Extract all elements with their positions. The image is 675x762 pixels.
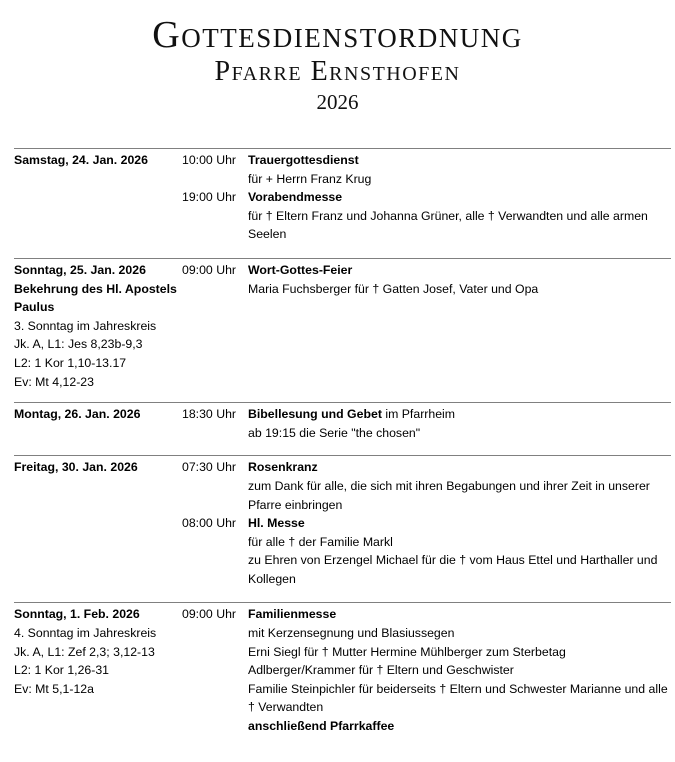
service-title: Trauergottesdienst bbox=[248, 153, 359, 167]
service-title: Familienmesse bbox=[248, 607, 337, 622]
service-note: anschließend Pfarrkaffee bbox=[248, 719, 395, 734]
service-details bbox=[248, 458, 671, 514]
service-intention: zu Ehren von Erzengel Michael für die † vom Haus Ettel und Harthaller und Kollegen bbox=[248, 553, 658, 586]
service-intention: für + Herrn Franz Krug bbox=[248, 171, 372, 186]
service-time: 19:00 Uhr bbox=[182, 190, 237, 205]
entry-services bbox=[182, 605, 671, 735]
liturgy-info: Ev: Mt 5,1-12a bbox=[14, 681, 94, 696]
liturgy-info: 3. Sonntag im Jahreskreis bbox=[14, 318, 157, 333]
entry-date-column bbox=[14, 605, 182, 735]
service-intention: zum Dank für alle, die sich mit ihren Begabungen und ihrer Zeit in unserer Pfarre einbringen bbox=[248, 478, 650, 512]
service bbox=[182, 188, 671, 244]
service-title: Rosenkranz bbox=[248, 460, 318, 475]
service-intention: für † Eltern Franz und Johanna Grüner, alle † Verwandten und alle armen Seelen bbox=[248, 208, 648, 242]
service-title: Vorabendmesse bbox=[248, 190, 343, 205]
service-details bbox=[248, 261, 671, 298]
schedule-list bbox=[14, 148, 671, 736]
service bbox=[182, 405, 671, 442]
liturgy-info: L2: 1 Kor 1,10-13.17 bbox=[14, 355, 127, 370]
entry-services bbox=[182, 405, 671, 442]
liturgy-info: Jk. A, L1: Zef 2,3; 3,12-13 bbox=[14, 644, 155, 659]
service-time: 07:30 Uhr bbox=[182, 460, 237, 475]
service-time: 08:00 Uhr bbox=[182, 516, 237, 531]
service-title-line bbox=[248, 151, 671, 170]
service bbox=[182, 605, 671, 735]
entry-date-column bbox=[14, 151, 182, 244]
service-details bbox=[248, 605, 671, 735]
service-title-line bbox=[248, 261, 671, 280]
year: 2026 bbox=[316, 90, 359, 114]
schedule-entry bbox=[14, 258, 671, 391]
service-time: 10:00 Uhr bbox=[182, 153, 237, 167]
entry-services bbox=[182, 458, 671, 588]
service-location: im Pfarrheim bbox=[381, 407, 456, 422]
schedule-entry bbox=[14, 148, 671, 244]
entry-date: Sonntag, 25. Jan. 2026 bbox=[14, 262, 146, 277]
service bbox=[182, 514, 671, 588]
service-title: Wort-Gottes-Feier bbox=[248, 262, 353, 277]
entry-date: Freitag, 30. Jan. 2026 bbox=[14, 460, 138, 475]
entry-date-column bbox=[14, 458, 182, 588]
entry-date: Montag, 26. Jan. 2026 bbox=[14, 407, 141, 422]
service-time: 09:00 Uhr bbox=[182, 262, 237, 277]
service-intention: mit Kerzensegnung und Blasiussegen bbox=[248, 626, 455, 641]
entry-date-column bbox=[14, 405, 182, 442]
page-title: Gottesdienstordnung bbox=[152, 14, 523, 56]
schedule-entry bbox=[14, 602, 671, 735]
service-intention: Erni Siegl für † Mutter Hermine Mühlberger zum Sterbetag bbox=[248, 644, 566, 659]
service-intention: Maria Fuchsberger für † Gatten Josef, Vater und Opa bbox=[248, 281, 539, 296]
service-details bbox=[248, 188, 671, 244]
liturgy-info: Ev: Mt 4,12-23 bbox=[14, 374, 94, 389]
service bbox=[182, 151, 671, 188]
entry-date: Sonntag, 1. Feb. 2026 bbox=[14, 607, 140, 622]
parish-name: Pfarre Ernsthofen bbox=[214, 56, 461, 87]
service-title: Hl. Messe bbox=[248, 516, 305, 531]
entry-services bbox=[182, 151, 671, 244]
entry-services bbox=[182, 261, 671, 391]
entry-date: Samstag, 24. Jan. 2026 bbox=[14, 153, 148, 167]
service-intention: Familie Steinpichler für beiderseits † Eltern und Schwester Marianne und alle † Verwandten bbox=[248, 681, 668, 715]
service-intention: Adlberger/Krammer für † Eltern und Geschwister bbox=[248, 663, 514, 678]
service-title-line bbox=[248, 514, 671, 533]
feast-name: Bekehrung des Hl. Apostels Paulus bbox=[14, 281, 177, 315]
entry-date-column bbox=[14, 261, 182, 391]
service-intention: für alle † der Familie Markl bbox=[248, 534, 393, 549]
service-title: Bibellesung und Gebet bbox=[248, 407, 382, 422]
service-details bbox=[248, 151, 671, 188]
schedule-entry bbox=[14, 455, 671, 588]
service bbox=[182, 458, 671, 514]
service-details bbox=[248, 405, 671, 442]
liturgy-info: L2: 1 Kor 1,26-31 bbox=[14, 663, 110, 678]
service-time: 09:00 Uhr bbox=[182, 607, 237, 622]
liturgy-info: 4. Sonntag im Jahreskreis bbox=[14, 626, 157, 641]
service-intention: ab 19:15 die Serie "the chosen" bbox=[248, 425, 421, 440]
liturgy-info: Jk. A, L1: Jes 8,23b-9,3 bbox=[14, 337, 143, 352]
service-title-line bbox=[248, 458, 671, 477]
service-time: 18:30 Uhr bbox=[182, 407, 237, 422]
service-title-line bbox=[248, 405, 671, 424]
service bbox=[182, 261, 671, 298]
service-details bbox=[248, 514, 671, 588]
schedule-entry bbox=[14, 402, 671, 442]
service-title-line bbox=[248, 605, 671, 624]
service-title-line bbox=[248, 188, 671, 207]
